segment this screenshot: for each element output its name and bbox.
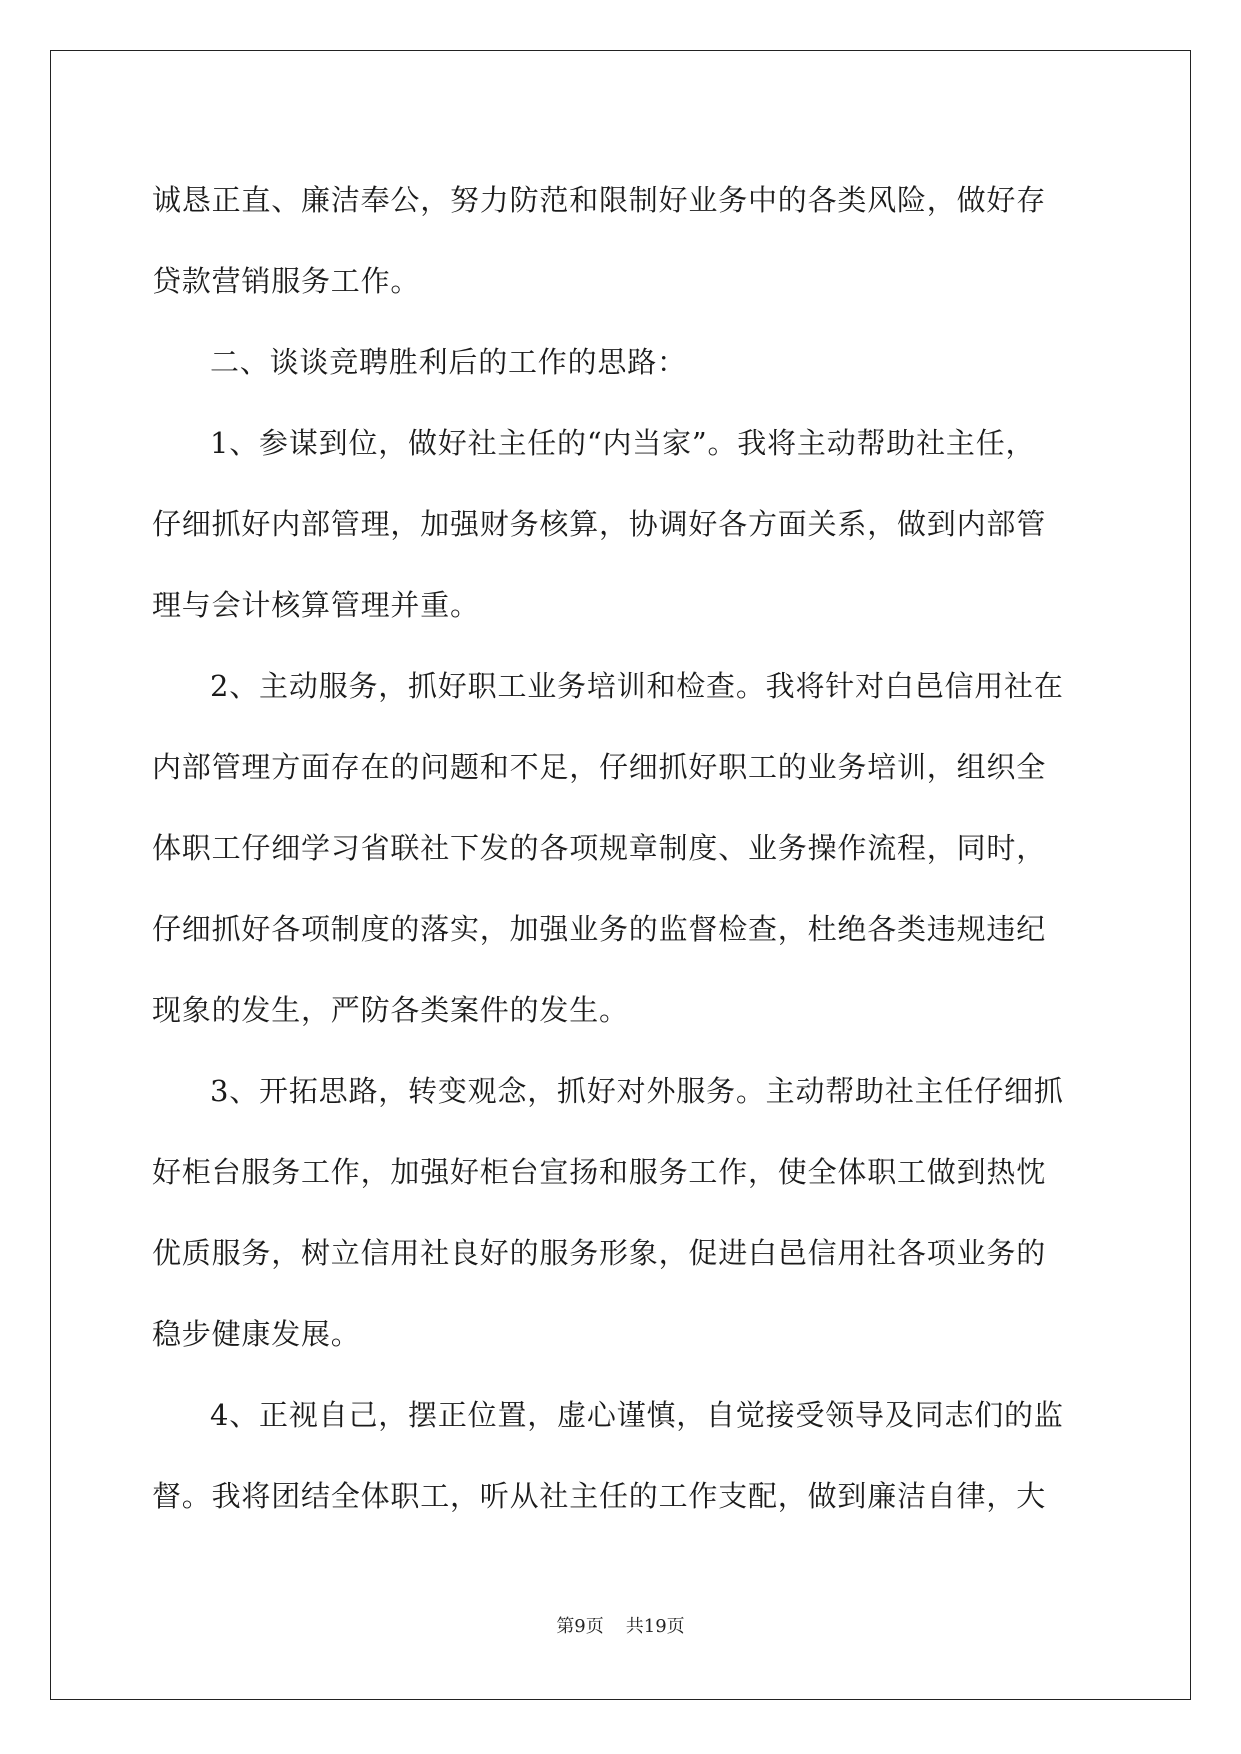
text-line: 好柜台服务工作，加强好柜台宣扬和服务工作，使全体职工做到热忱 [152, 1155, 1047, 1189]
page-number: 第9页 [556, 1616, 604, 1637]
text-line: 4、正视自己，摆正位置，虚心谨慎，自觉接受领导及同志们的监 [210, 1398, 1064, 1432]
text-line: 内部管理方面存在的问题和不足，仔细抓好职工的业务培训，组织全 [152, 750, 1047, 784]
document-body [152, 160, 1092, 1537]
text-line: 现象的发生，严防各类案件的发生。 [152, 993, 629, 1027]
text-line: 稳步健康发展。 [152, 1317, 361, 1351]
text-line: 诚恳正直、廉洁奉公，努力防范和限制好业务中的各类风险，做好存 [152, 183, 1047, 217]
text-line: 仔细抓好各项制度的落实，加强业务的监督检查，杜绝各类违规违纪 [152, 912, 1047, 946]
text-line: 优质服务，树立信用社良好的服务形象，促进白邑信用社各项业务的 [152, 1236, 1047, 1270]
text-line: 1、参谋到位，做好社主任的“内当家”。我将主动帮助社主任， [210, 426, 1036, 460]
page-total: 共19页 [625, 1616, 685, 1637]
section-heading: 二、谈谈竞聘胜利后的工作的思路： [210, 345, 687, 379]
text-line: 贷款营销服务工作。 [152, 264, 421, 298]
text-line: 仔细抓好内部管理，加强财务核算，协调好各方面关系，做到内部管 [152, 507, 1047, 541]
text-line: 3、开拓思路，转变观念，抓好对外服务。主动帮助社主任仔细抓 [210, 1074, 1064, 1108]
text-line: 督。我将团结全体职工，听从社主任的工作支配，做到廉洁自律，大 [152, 1479, 1047, 1513]
text-line: 理与会计核算管理并重。 [152, 588, 480, 622]
page-footer [0, 1612, 1241, 1638]
text-line: 2、主动服务，抓好职工业务培训和检查。我将针对白邑信用社在 [210, 669, 1064, 703]
text-line: 体职工仔细学习省联社下发的各项规章制度、业务操作流程，同时， [152, 831, 1047, 865]
